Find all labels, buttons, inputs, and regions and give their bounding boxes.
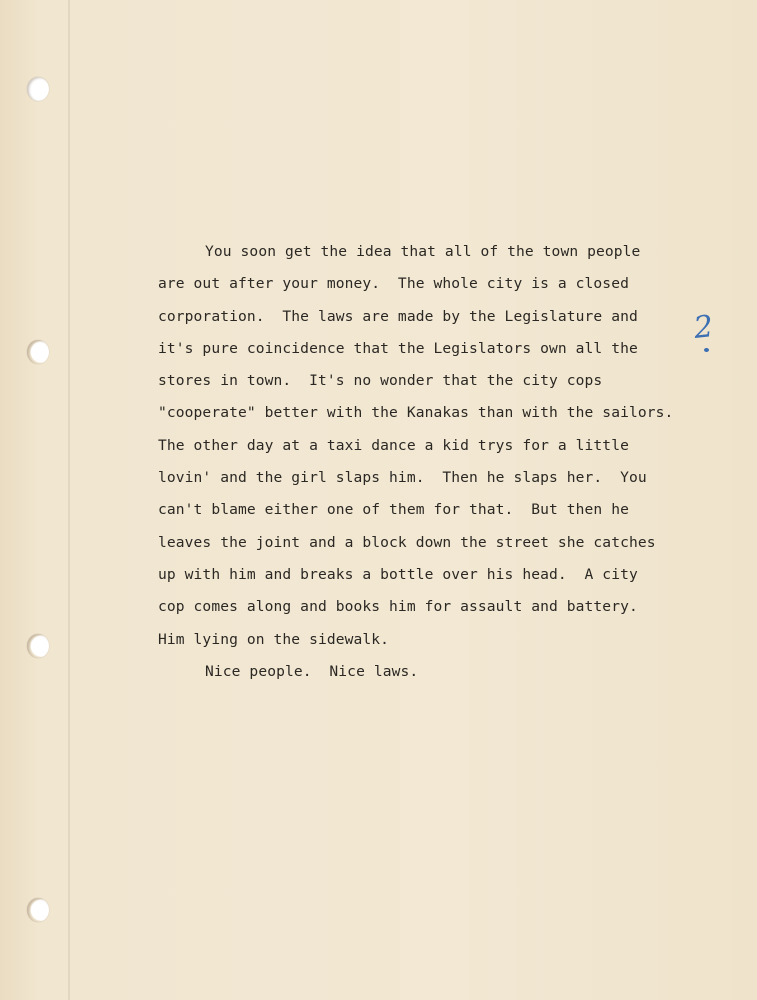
text-line: "cooperate" better with the Kanakas than with the sailors. (158, 404, 674, 422)
text-line: stores in town. It's no wonder that the city cops (158, 372, 603, 390)
page-number: 2 (692, 309, 715, 346)
text-line: lovin' and the girl slaps him. Then he slaps her. You (158, 469, 647, 487)
text-line: leaves the joint and a block down the street she catches (158, 533, 656, 551)
text-line: You soon get the idea that all of the town people (205, 243, 641, 260)
text-line: are out after your money. The whole city is a closed (158, 275, 629, 293)
text-line: Him lying on the sidewalk. (158, 630, 390, 648)
text-line: up with him and breaks a bottle over his head. A city (158, 565, 638, 583)
punch-hole (27, 898, 49, 922)
punch-hole (27, 77, 49, 101)
punch-hole (27, 340, 49, 364)
text-line: can't blame either one of them for that. But then he (158, 501, 629, 519)
text-line: Nice people. Nice laws. (205, 662, 419, 680)
text-line: The other day at a taxi dance a kid trys for a little (158, 436, 629, 454)
text-line: it's pure coincidence that the Legislators own all the (158, 339, 638, 357)
text-line: corporation. The laws are made by the Legislature and (158, 307, 638, 325)
punch-hole (27, 634, 49, 658)
text-line: cop comes along and books him for assault and battery. (158, 598, 638, 616)
typed-text-body (158, 236, 748, 688)
